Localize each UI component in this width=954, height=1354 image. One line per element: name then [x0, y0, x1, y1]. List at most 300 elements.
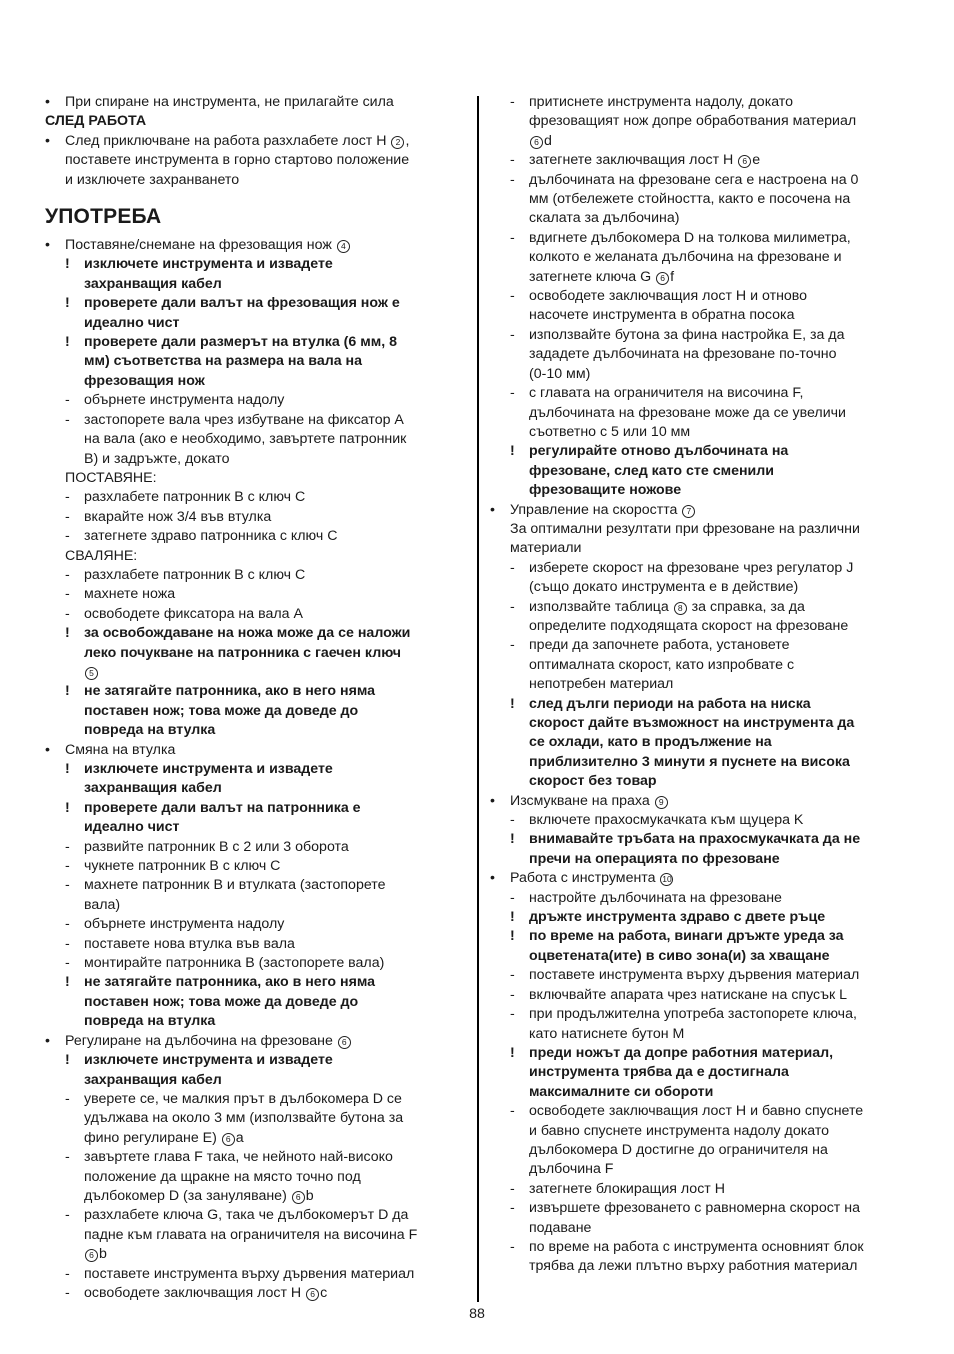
dash-item: [45, 411, 469, 430]
line-text: зададете дълбочината на фрезоване по-точно: [529, 346, 837, 363]
warning-marker: !: [65, 799, 70, 816]
line-text: падне към главата на ограничителя на височина F: [84, 1226, 418, 1243]
line-text: притиснете инструмента надолу, докато: [529, 94, 794, 110]
bullet-item: [490, 501, 914, 520]
line-text: поставете инструмента в горно стартово положение: [65, 152, 410, 169]
line-text: леко почукване на патронника с гаечен ключ: [84, 644, 402, 661]
dash-item-continuation: [45, 1187, 469, 1206]
dash-marker: -: [65, 489, 70, 506]
dash-marker: -: [65, 916, 70, 933]
line-text: непотребен материал: [529, 676, 674, 693]
dash-marker: -: [65, 955, 70, 972]
warning-marker: !: [65, 334, 70, 351]
dash-marker: -: [65, 411, 70, 428]
warning-item-continuation: [45, 702, 469, 721]
dash-item-continuation: [490, 268, 914, 287]
warning-marker: !: [510, 909, 515, 926]
dash-item: [490, 559, 914, 578]
line-text: захранващия кабел: [84, 1071, 222, 1088]
dash-item: [490, 171, 914, 190]
warning-item-continuation: [45, 779, 469, 798]
line-text: включвайте апарата чрез натискане на спусък L: [529, 986, 848, 1003]
line-text: СВАЛЯНЕ:: [65, 547, 138, 564]
line-text: поставете инструмента върху дървения материал: [529, 967, 860, 984]
line-text: приблизително 3 минути я пуснете на висока: [529, 753, 850, 770]
warning-item: [490, 927, 914, 946]
dash-marker: -: [65, 566, 70, 583]
warning-item: [45, 682, 469, 701]
figure-ref-circle: 10: [662, 874, 672, 885]
line-text: Поставяне/снемане на фрезоващия нож: [65, 237, 336, 254]
warning-item-continuation: [45, 275, 469, 294]
dash-marker: -: [510, 1180, 515, 1197]
warning-item: [490, 442, 914, 461]
dash-marker: -: [510, 559, 515, 576]
dash-marker: -: [65, 1149, 70, 1166]
warning-item-continuation: [45, 1071, 469, 1090]
text-line: [490, 539, 914, 558]
line-text: развийте патронник B с 2 или 3 оборота: [84, 838, 349, 855]
dash-marker: -: [510, 1238, 515, 1255]
dash-item: [45, 954, 469, 973]
dash-item-continuation: [45, 896, 469, 915]
dash-item: [45, 1148, 469, 1167]
dash-item-continuation: [490, 656, 914, 675]
bullet-item: [45, 93, 469, 112]
line-text: застопорете вала чрез избутване на фиксатор А: [84, 411, 404, 428]
line-text: оптималната скорост, като изпробвате с: [529, 656, 795, 673]
warning-item-continuation: [490, 462, 914, 481]
bullet-item: [45, 132, 469, 151]
dash-item-continuation: [490, 1025, 914, 1044]
line-text: трябва да лежи плътно върху работния материал: [529, 1258, 858, 1275]
line-text: удължава на около 3 мм (използвайте бутона за: [84, 1110, 404, 1127]
line-text: Работа с инструмента: [510, 870, 660, 887]
line-text: чукнете патронник B с ключ C: [84, 858, 281, 875]
line-text: фрезоващият нож допре обработвания материал: [529, 113, 857, 130]
dash-item-continuation: [45, 1168, 469, 1187]
warning-marker: !: [510, 695, 515, 712]
warning-item-continuation: [45, 818, 469, 837]
bullet-marker: •: [490, 792, 495, 809]
line-text: (0-10 мм): [529, 365, 591, 382]
line-text: b: [305, 1187, 314, 1204]
warning-item: [490, 830, 914, 849]
warning-item-continuation: [45, 663, 469, 682]
dash-marker: -: [510, 637, 515, 654]
warning-marker: !: [65, 1052, 70, 1069]
line-text: изберете скорост на фрезоване чрез регулатор J: [529, 559, 854, 576]
warning-item: [45, 294, 469, 313]
warning-marker: !: [65, 295, 70, 312]
line-text: изключете инструмента и извадете: [84, 256, 333, 273]
line-text: не затягайте патронника, ако в него няма: [84, 974, 376, 991]
warning-item: [45, 624, 469, 643]
dash-item-continuation: [45, 1109, 469, 1128]
line-text: повреда на втулка: [84, 1013, 216, 1030]
line-text: се охлади, като в продължение на: [529, 734, 772, 751]
bullet-item: [490, 792, 914, 811]
dash-item-continuation: [490, 209, 914, 228]
bullet-item: [490, 869, 914, 888]
dash-marker: -: [510, 171, 515, 188]
line-text: вала): [84, 896, 121, 913]
warning-item: [45, 255, 469, 274]
dash-marker: -: [510, 986, 515, 1003]
dash-marker: -: [65, 1090, 70, 1107]
bullet-item: [45, 236, 469, 255]
main-heading: [45, 205, 469, 229]
line-text: максималните си обороти: [529, 1083, 714, 1100]
line-text: c: [320, 1284, 328, 1301]
dash-item: [45, 488, 469, 507]
dash-item: [45, 838, 469, 857]
line-text: махнете ножа: [84, 586, 176, 603]
line-text: фрезоване, след като сте сменили: [529, 462, 774, 479]
dash-item: [490, 889, 914, 908]
dash-marker: -: [65, 528, 70, 545]
dash-item: [45, 915, 469, 934]
line-text: на вала (ако е необходимо, завъртете патронник: [84, 431, 407, 448]
dash-item: [490, 598, 914, 617]
line-text: настройте дълбочината на фрезоване: [529, 889, 782, 906]
dash-marker: -: [65, 605, 70, 622]
line-text: извършете фрезоването с равномерна скорост на: [529, 1200, 860, 1217]
dash-item-continuation: [45, 430, 469, 449]
dash-item-continuation: [490, 132, 914, 151]
bullet-marker: •: [45, 741, 50, 758]
line-text: скалата за дълбочина): [529, 210, 680, 227]
warning-item-continuation: [490, 733, 914, 752]
figure-ref-circle: 6: [85, 1249, 98, 1262]
line-text: проверете дали валът на патронника е: [84, 799, 361, 816]
warning-marker: !: [65, 256, 70, 273]
line-text: обърнете инструмента надолу: [84, 392, 285, 409]
line-text: пречи на операцията по фрезоване: [529, 850, 780, 867]
line-text: разхлабете патронник B с ключ C: [84, 489, 306, 506]
line-text: освободете заключващия лост H: [84, 1284, 306, 1301]
bullet-marker: •: [490, 870, 495, 887]
line-text: определите подходящата скорост на фрезоване: [529, 617, 849, 634]
line-text: освободете фиксатора на вала A: [84, 605, 303, 622]
warning-marker: !: [510, 928, 515, 945]
line-text: След приключване на работа разхлабете лост H: [65, 132, 391, 149]
line-text: и изключете захранването: [65, 171, 240, 188]
bullet-item: [45, 741, 469, 760]
bullet-marker: •: [490, 501, 495, 518]
dash-marker: -: [65, 1284, 70, 1301]
text-line: [490, 520, 914, 539]
line-text: изключете инструмента и извадете: [84, 761, 333, 777]
dash-item: [490, 326, 914, 345]
line-text: дръжте инструмента здраво с двете ръце: [529, 909, 826, 926]
line-text: B) и задръжте, докато: [84, 450, 230, 467]
dash-item: [490, 986, 914, 1005]
dash-item: [45, 391, 469, 410]
line-text: b: [99, 1246, 107, 1263]
dash-item-continuation: [45, 1129, 469, 1148]
line-text: скорост дайте възможност на инструмента да: [529, 715, 855, 731]
warning-item-continuation: [490, 772, 914, 791]
section-heading: [45, 112, 469, 131]
line-text: вдигнете дълбокомера D на толкова милиметра,: [529, 229, 851, 246]
warning-item-continuation: [490, 1063, 914, 1082]
text-line: [45, 469, 469, 488]
line-text: идеално чист: [84, 314, 180, 331]
dash-item-continuation: [490, 1141, 914, 1160]
dash-marker: -: [510, 1200, 515, 1217]
dash-marker: -: [510, 812, 515, 829]
warning-marker: !: [510, 443, 515, 460]
line-text: обърнете инструмента надолу: [84, 916, 285, 933]
dash-marker: -: [65, 508, 70, 525]
dash-item-continuation: [490, 190, 914, 209]
line-text: вкарайте нож 3/4 във втулка: [84, 508, 272, 525]
line-text: затегнете заключващия лост H: [529, 152, 738, 169]
dash-item-continuation: [490, 248, 914, 267]
line-text: освободете заключващия лост H и отново: [529, 288, 808, 305]
warning-item: [45, 760, 469, 779]
dash-item: [490, 93, 914, 112]
figure-ref-circle: 6: [738, 155, 751, 168]
line-text: поставете инструмента върху дървения материал: [84, 1265, 415, 1282]
line-text: фрезоващите ножове: [529, 482, 682, 499]
dash-marker: -: [65, 392, 70, 409]
figure-ref-circle: 9: [655, 796, 668, 809]
line-text: не затягайте патронника, ако в него няма: [84, 683, 376, 700]
line-text: поставете нова втулка във вала: [84, 935, 295, 952]
dash-marker: -: [510, 229, 515, 246]
dash-item: [45, 935, 469, 954]
warning-item: [490, 695, 914, 714]
dash-item: [490, 287, 914, 306]
line-text: проверете дали размерът на втулка (6 мм, 8: [84, 334, 397, 351]
warning-item: [45, 1051, 469, 1070]
dash-item: [45, 1090, 469, 1109]
line-text: (също докато инструмента е в действие): [529, 579, 799, 596]
line-text: Управление на скоростта: [510, 501, 682, 518]
line-text: внимавайте тръбата на прахосмукачката да не: [529, 831, 861, 848]
line-text: като натиснете бутон M: [529, 1025, 685, 1042]
line-text: d: [544, 132, 552, 149]
line-text: За оптимални резултати при фрезоване на различни: [510, 520, 860, 537]
warning-item-continuation: [490, 850, 914, 869]
column-divider: [477, 96, 479, 1302]
dash-item-continuation: [490, 1257, 914, 1276]
dash-marker: -: [510, 967, 515, 984]
line-text: и бавно спуснете инструмента надолу докато: [529, 1122, 830, 1139]
line-text: дълбочина F: [529, 1161, 614, 1178]
dash-item: [45, 1206, 469, 1225]
line-text: идеално чист: [84, 819, 180, 836]
dash-item: [490, 1238, 914, 1257]
line-text: преди ножът да допре работния материал,: [529, 1044, 834, 1061]
line-text: подаване: [529, 1219, 592, 1236]
page-number: 88: [469, 1306, 485, 1322]
bullet-item: [45, 1032, 469, 1051]
line-text: разхлабете патронник B с ключ C: [84, 566, 306, 583]
line-text: използвайте бутона за фина настройка E, за да: [529, 326, 845, 343]
dash-item: [45, 527, 469, 546]
figure-ref-circle: 2: [391, 136, 404, 149]
figure-ref-circle: 6: [656, 272, 669, 285]
line-text: преди да започнете работа, установете: [529, 637, 790, 654]
dash-item: [490, 1102, 914, 1121]
dash-item-continuation: [490, 578, 914, 597]
dash-item: [45, 508, 469, 527]
warning-item-continuation: [490, 947, 914, 966]
line-text: захранващия кабел: [84, 275, 222, 292]
warning-marker: !: [65, 625, 70, 642]
dash-item-continuation: [490, 423, 914, 442]
figure-ref-circle: 8: [674, 602, 687, 615]
line-text: поставен нож; това може да доведе до: [84, 702, 359, 719]
line-text: по време на работа с инструмента основният блок: [529, 1238, 864, 1255]
warning-item-continuation: [45, 314, 469, 333]
line-text: скорост без товар: [529, 773, 657, 790]
dash-marker: -: [65, 1265, 70, 1282]
line-text: включете прахосмукачката към щуцера K: [529, 812, 804, 829]
line-text: материали: [510, 540, 582, 557]
warning-marker: !: [65, 974, 70, 991]
dash-item: [45, 857, 469, 876]
dash-item-continuation: [490, 306, 914, 325]
figure-ref-circle: 6: [292, 1191, 305, 1204]
line-text: оцветената(ите) в сиво зона(и) за хващане: [529, 947, 830, 964]
dash-item: [45, 605, 469, 624]
line-text: разхлабете ключа G, така че дълбокомерът D да: [84, 1207, 409, 1224]
dash-marker: -: [65, 858, 70, 875]
line-text: Изсмукване на праха: [510, 792, 654, 809]
text-line: [45, 547, 469, 566]
line-text: след дълги периоди на работа на ниска: [529, 695, 811, 712]
dash-item: [490, 1180, 914, 1199]
text-line: [45, 151, 469, 170]
line-text: мм) съответства на размера на вала на: [84, 353, 363, 370]
dash-item: [490, 229, 914, 248]
figure-ref-circle: 6: [338, 1036, 351, 1049]
warning-item-continuation: [490, 1083, 914, 1102]
line-text: повреда на втулка: [84, 722, 216, 739]
dash-item: [45, 585, 469, 604]
line-text: насочете инструмента в обратна посока: [529, 307, 795, 324]
dash-marker: -: [510, 1006, 515, 1023]
dash-marker: -: [510, 326, 515, 343]
line-text: дълбокомер D (за зануляване): [84, 1187, 291, 1204]
figure-ref-circle: 5: [85, 667, 98, 680]
dash-marker: -: [510, 152, 515, 169]
line-text: фрезоващия нож: [84, 372, 205, 389]
line-text: съответно с 5 или 10 мм: [529, 423, 691, 440]
text-line: [45, 171, 469, 190]
warning-item-continuation: [490, 481, 914, 500]
line-text: e: [752, 152, 761, 169]
warning-item-continuation: [45, 1012, 469, 1031]
dash-item-continuation: [490, 345, 914, 364]
line-text: затегнете здраво патронника с ключ C: [84, 528, 338, 545]
line-text: СЛЕД РАБОТА: [45, 113, 147, 130]
warning-item-continuation: [45, 993, 469, 1012]
line-text: монтирайте патронника B (застопорете вала): [84, 955, 385, 972]
line-text: поставен нож; това може да доведе до: [84, 993, 359, 1010]
warning-marker: !: [65, 683, 70, 700]
dash-item-continuation: [45, 1226, 469, 1245]
left-column: [45, 93, 469, 1303]
line-text: мм (отбележете стойността, както е посочена на: [529, 191, 851, 208]
line-text: f: [670, 268, 675, 285]
dash-marker: -: [510, 598, 515, 615]
figure-ref-circle: 6: [222, 1133, 235, 1146]
dash-item-continuation: [490, 112, 914, 131]
line-text: изключете инструмента и извадете: [84, 1052, 333, 1069]
dash-marker: -: [65, 1207, 70, 1224]
line-text: При спиране на инструмента, не прилагайте сила: [65, 94, 394, 110]
dash-item-continuation: [45, 450, 469, 469]
warning-item-continuation: [45, 721, 469, 740]
line-text: с главата на ограничителя на височина F,: [529, 385, 804, 402]
line-text: a: [235, 1129, 244, 1146]
dash-marker: -: [65, 838, 70, 855]
warning-marker: !: [65, 761, 70, 777]
dash-marker: -: [65, 877, 70, 894]
dash-item-continuation: [490, 1160, 914, 1179]
dash-item: [45, 1284, 469, 1303]
dash-item-continuation: [490, 404, 914, 423]
line-text: УПОТРЕБА: [45, 205, 162, 229]
dash-marker: -: [65, 586, 70, 603]
line-text: използвайте таблица: [529, 598, 673, 615]
line-text: по време на работа, винаги дръжте уреда за: [529, 928, 844, 945]
line-text: освободете заключващия лост H и бавно спуснете: [529, 1103, 864, 1120]
line-text: за справка, за да: [687, 598, 805, 615]
line-text: ПОСТАВЯНЕ:: [65, 469, 157, 486]
warning-item: [45, 799, 469, 818]
line-text: за освобождаване на ножа може да се наложи: [84, 625, 411, 642]
line-text: положение да щракне на място точно под: [84, 1168, 361, 1185]
dash-item: [490, 1199, 914, 1218]
line-text: при продължителна употреба застопорете ключа,: [529, 1006, 857, 1023]
dash-item-continuation: [490, 1122, 914, 1141]
warning-item: [490, 908, 914, 927]
warning-marker: !: [510, 831, 515, 848]
line-text: регулирайте отново дълбочината на: [529, 443, 789, 460]
warning-item: [45, 333, 469, 352]
dash-marker: -: [510, 889, 515, 906]
line-text: Смяна на втулка: [65, 741, 176, 758]
figure-ref-circle: 6: [306, 1288, 319, 1301]
line-text: дълбочината на фрезоване сега е настроена на 0: [529, 171, 859, 188]
line-text: завъртете глава F така, че нейното най-високо: [84, 1149, 393, 1166]
warning-item-continuation: [490, 753, 914, 772]
line-text: ,: [405, 132, 410, 149]
line-text: колкото е желаната дълбочина на фрезоване и: [529, 249, 842, 266]
dash-item-continuation: [490, 365, 914, 384]
warning-item-continuation: [45, 352, 469, 371]
line-text: махнете патронник B и втулката (застопорете: [84, 877, 386, 894]
warning-item: [490, 1044, 914, 1063]
line-text: затегнете ключа G: [529, 268, 656, 285]
warning-marker: !: [510, 1044, 515, 1061]
line-text: захранващия кабел: [84, 780, 222, 797]
dash-marker: -: [510, 94, 515, 110]
right-column: [490, 93, 914, 1277]
dash-item-continuation: [45, 1245, 469, 1264]
dash-marker: -: [510, 288, 515, 305]
dash-item-continuation: [490, 617, 914, 636]
bullet-marker: •: [45, 132, 50, 149]
figure-ref-circle: 6: [530, 136, 543, 149]
line-text: инструмента трябва да е достигнала: [529, 1064, 789, 1081]
